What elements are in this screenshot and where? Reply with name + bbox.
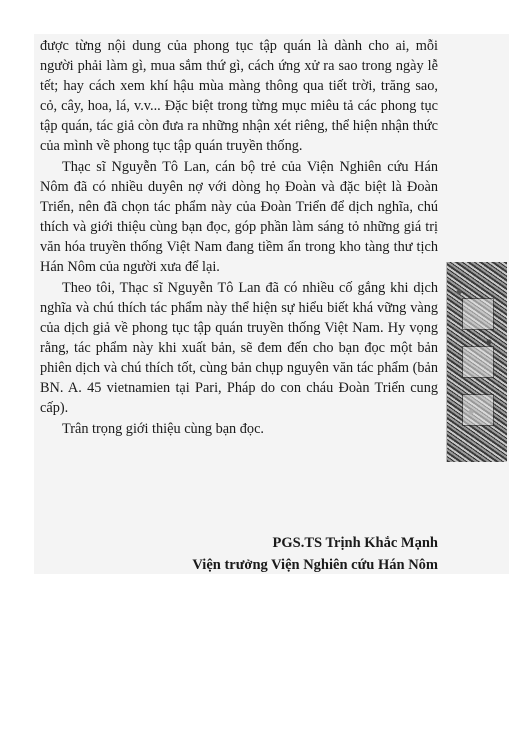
glyph-3 bbox=[462, 394, 494, 426]
body-text bbox=[40, 36, 438, 439]
glyph-1 bbox=[462, 298, 494, 330]
paragraph-3: Theo tôi, Thạc sĩ Nguyễn Tô Lan đã có nhiều cố gắng khi dịch nghĩa và chú thích tác phẩm này thể hiện sự hiểu biết khá vững vàng của dịch giả về phong tục tập quán truyền thống Việt Nam. Hy vọng rằng, tác phẩm này khi xuất bản, sẽ đem đến cho bạn đọc một bản phiên dịch và chú thích tốt, cùng bản chụp nguyên văn tác phẩm (bản BN. A. 45 vietnamien tại Pari, Pháp do con cháu Đoàn Triển cung cấp). bbox=[40, 280, 438, 416]
stamp-glyphs bbox=[462, 298, 494, 426]
calligraphy-stamp-image bbox=[446, 262, 507, 462]
paragraph-4: Trân trọng giới thiệu cùng bạn đọc. bbox=[62, 421, 264, 437]
paragraph-1: được từng nội dung của phong tục tập quán là dành cho ai, mỗi người phải làm gì, mua sắm thứ gì, cách ứng xử ra sao trong ngày lễ tết; hay cách xem khí hậu mùa màng thông qua tiết trời, trăng sao, cỏ, cây, hoa, lá, v.v... Đặc biệt trong từng mục miêu tả các phong tục tập quán, tác giả còn đưa ra những nhận xét riêng, thể hiện nhận thức của mình về phong tục tập quán truyền thống. bbox=[40, 38, 438, 154]
signature-block bbox=[192, 532, 438, 576]
signature-name: PGS.TS Trịnh Khắc Mạnh bbox=[272, 535, 438, 551]
signature-title: Viện trưởng Viện Nghiên cứu Hán Nôm bbox=[192, 557, 438, 573]
paragraph-2: Thạc sĩ Nguyễn Tô Lan, cán bộ trẻ của Viện Nghiên cứu Hán Nôm đã có nhiều duyên nợ với dòng họ Đoàn và đặc biệt là Đoàn Triển, nên đã chọn tác phẩm này của Đoàn Triển để dịch nghĩa, chú thích và giới thiệu cùng bạn đọc, góp phần làm sáng tỏ những giá trị văn hóa truyền thống Việt Nam đang tiềm ẩn trong kho tàng thư tịch Hán Nôm của người xưa để lại. bbox=[40, 159, 438, 275]
glyph-2 bbox=[462, 346, 494, 378]
